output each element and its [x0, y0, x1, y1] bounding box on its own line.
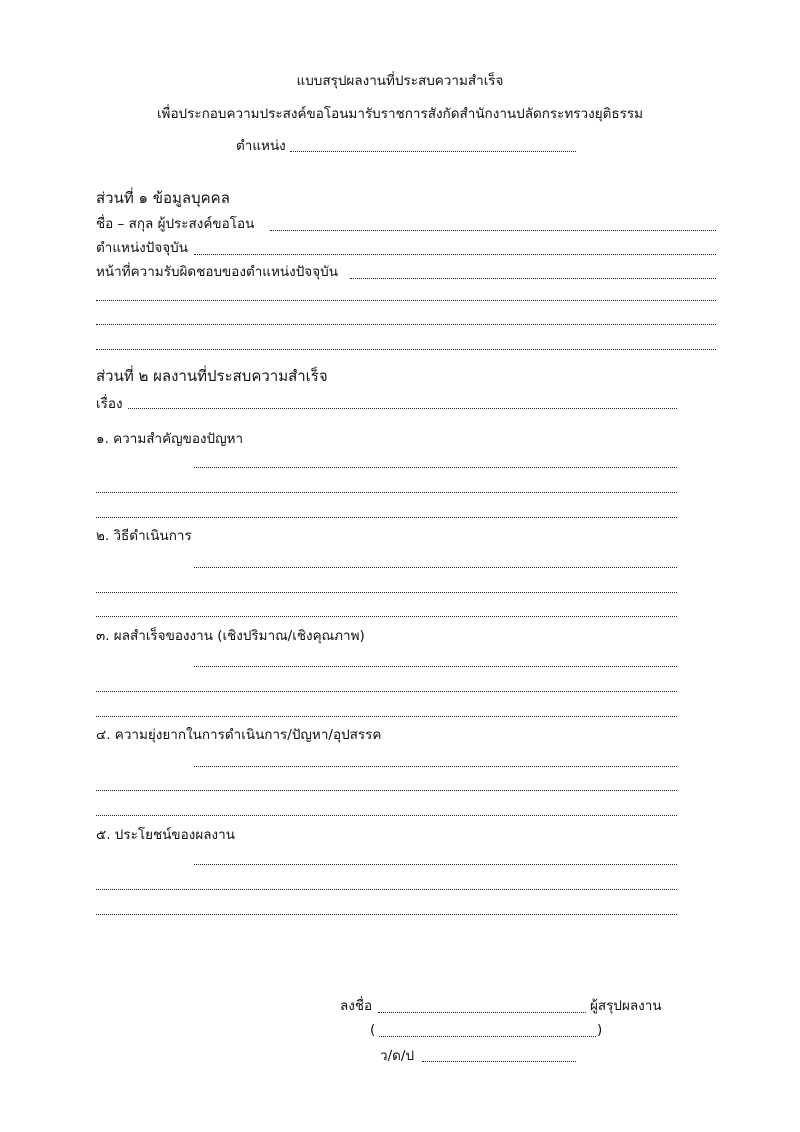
item-importance-line[interactable]	[96, 492, 677, 493]
current-position-label: ตำแหน่งปัจจุบัน	[96, 240, 188, 256]
item-method-line[interactable]	[96, 592, 677, 593]
item-difficulty-line[interactable]	[96, 815, 677, 816]
item-benefits-line[interactable]	[96, 889, 677, 890]
form-subtitle: เพื่อประกอบความประสงค์ขอโอนมารับราชการสังกัดสำนักงานปลัดกระทรวงยุติธรรม	[156, 106, 644, 122]
close-paren: )	[597, 1022, 603, 1038]
item-results-label: ๓. ผลสำเร็จของงาน (เชิงปริมาณ/เชิงคุณภาพ)	[96, 628, 365, 644]
part1-heading: ส่วนที่ ๑ ข้อมูลบุคคล	[96, 189, 230, 207]
open-paren: (	[370, 1022, 376, 1038]
date-field[interactable]	[422, 1061, 576, 1062]
duties-field[interactable]	[350, 278, 716, 279]
name-label: ชื่อ – สกุล ผู้ประสงค์ขอโอน	[96, 216, 255, 232]
item-importance-line[interactable]	[96, 517, 677, 518]
item-method-line[interactable]	[194, 567, 677, 568]
item-benefits-line[interactable]	[96, 914, 677, 915]
item-difficulty-label: ๔. ความยุ่งยากในการดำเนินการ/ปัญหา/อุปสรรค	[96, 727, 382, 743]
item-results-line[interactable]	[96, 691, 677, 692]
item-results-line[interactable]	[96, 716, 677, 717]
duties-line[interactable]	[96, 300, 716, 301]
current-position-field[interactable]	[194, 254, 716, 255]
item-difficulty-line[interactable]	[194, 766, 677, 767]
sign-label: ลงชื่อ	[340, 998, 373, 1014]
item-importance-line[interactable]	[194, 467, 677, 468]
duties-line[interactable]	[96, 324, 716, 325]
item-importance-label: ๑. ความสำคัญของปัญหา	[96, 431, 244, 447]
position-field[interactable]	[290, 151, 576, 152]
part2-heading: ส่วนที่ ๒ ผลงานที่ประสบความสำเร็จ	[96, 367, 328, 385]
signature-field[interactable]	[378, 1012, 586, 1013]
item-method-line[interactable]	[96, 616, 677, 617]
item-benefits-line[interactable]	[194, 864, 677, 865]
position-label: ตำแหน่ง	[236, 138, 286, 154]
printed-name-field[interactable]	[379, 1036, 596, 1037]
subject-field[interactable]	[128, 408, 677, 409]
duties-label: หน้าที่ความรับผิดชอบของตำแหน่งปัจจุบัน	[96, 264, 338, 280]
item-difficulty-line[interactable]	[96, 790, 677, 791]
item-results-line[interactable]	[194, 666, 677, 667]
date-label: ว/ด/ป	[380, 1048, 415, 1064]
item-benefits-label: ๕. ประโยชน์ของผลงาน	[96, 827, 235, 843]
item-method-label: ๒. วิธีดำเนินการ	[96, 528, 192, 544]
duties-line[interactable]	[96, 349, 716, 350]
summarizer-label: ผู้สรุปผลงาน	[590, 998, 662, 1014]
form-title: แบบสรุปผลงานที่ประสบความสำเร็จ	[296, 73, 504, 89]
subject-label: เรื่อง	[96, 396, 123, 412]
name-field[interactable]	[270, 230, 716, 231]
